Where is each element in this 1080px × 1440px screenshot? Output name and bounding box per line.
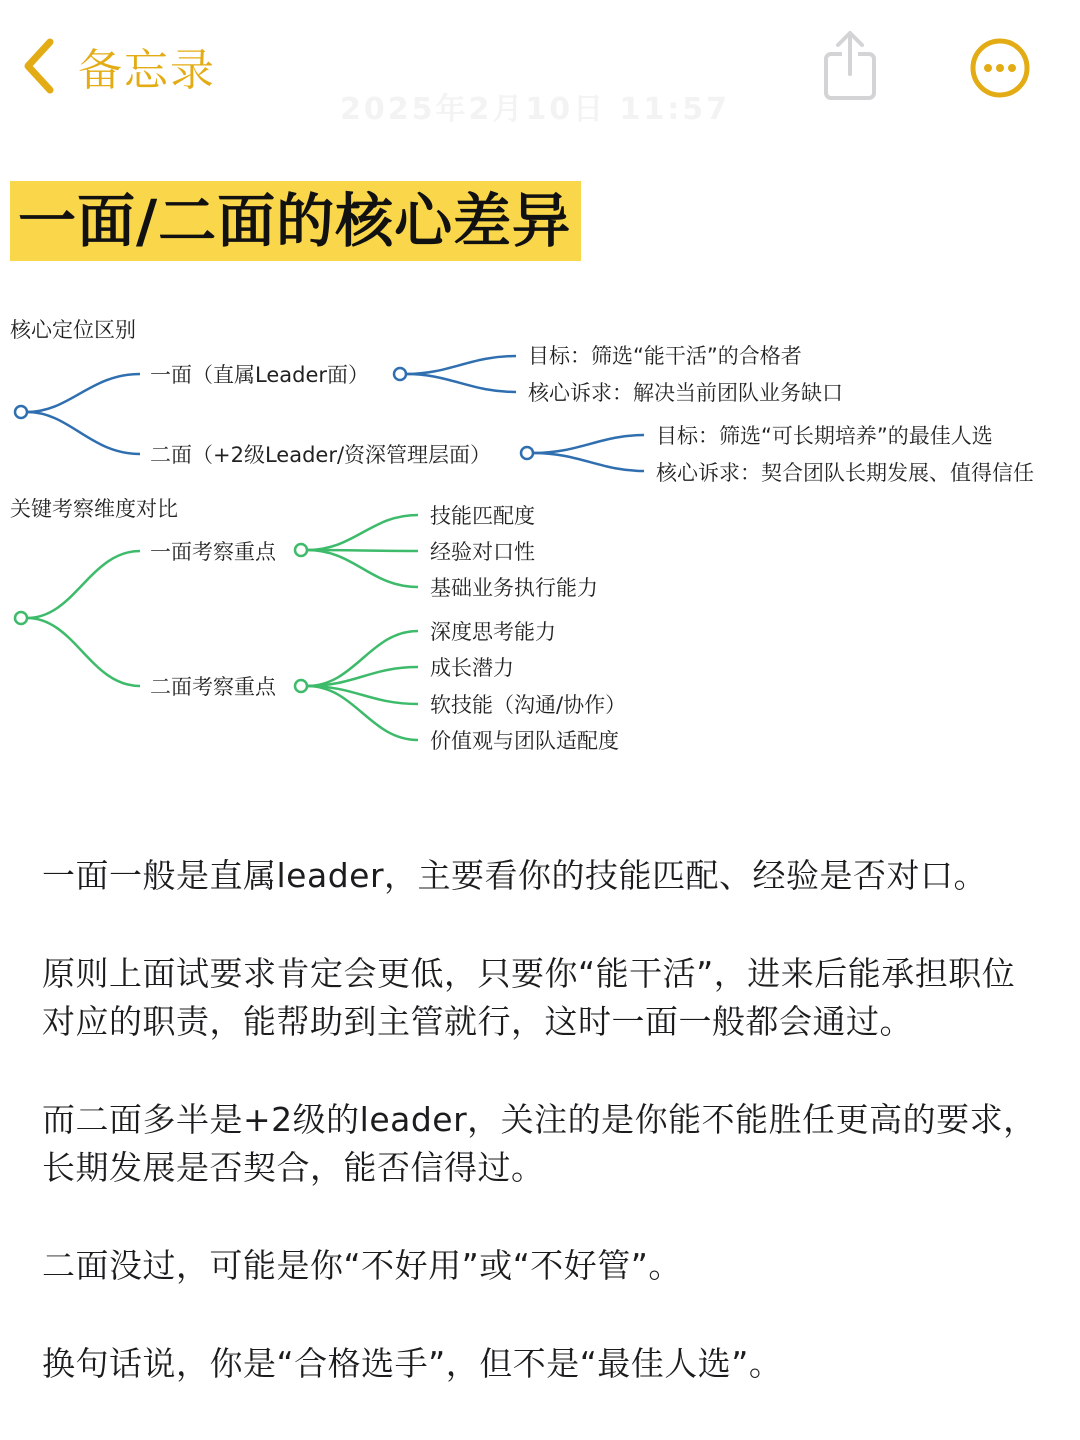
paragraph: 二面没过，可能是你“不好用”或“不好管”。 <box>42 1246 682 1285</box>
note-title[interactable]: 一面/二面的核心差异 <box>18 187 572 255</box>
mindmap-node <box>295 680 307 692</box>
mindmap-leaf: 软技能（沟通/协作） <box>430 693 627 717</box>
mindmap-heading-positioning: 核心定位区别 <box>10 318 136 342</box>
paragraph: 一面一般是直属leader，主要看你的技能匹配、经验是否对口。 <box>42 856 988 895</box>
mindmap-node <box>394 368 406 380</box>
note-body[interactable] <box>42 852 1042 1438</box>
mindmap-leaf: 成长潜力 <box>430 656 514 680</box>
mindmap-branch-second-focus: 二面考察重点 <box>150 675 276 699</box>
mindmap-leaf: 核心诉求：解决当前团队业务缺口 <box>528 381 843 405</box>
back-button[interactable] <box>20 34 216 98</box>
note-timestamp: 2025年2月10日 11:57 <box>340 92 731 127</box>
nav-bar <box>0 0 1080 140</box>
note-title-highlight <box>10 181 581 261</box>
share-icon <box>818 28 882 104</box>
mindmap-leaf: 核心诉求：契合团队长期发展、值得信任 <box>656 461 1034 485</box>
more-options-button[interactable] <box>968 36 1032 100</box>
more-icon <box>968 36 1032 100</box>
mindmap-leaf: 深度思考能力 <box>430 620 556 644</box>
mindmap-branch-first-interview: 一面（直属Leader面） <box>150 363 370 387</box>
mindmap-leaf: 价值观与团队适配度 <box>430 729 619 753</box>
mindmap-leaf: 目标：筛选“可长期培养”的最佳人选 <box>656 424 993 448</box>
mindmap-leaf: 目标：筛选“能干活”的合格者 <box>528 344 802 368</box>
mindmap-root-node <box>15 406 27 418</box>
paragraph: 原则上面试要求肯定会更低，只要你“能干活”，进来后能承担职位对应的职责，能帮助到主管就行，这时一面一般都会通过。 <box>42 954 1016 1041</box>
back-label: 备忘录 <box>78 45 216 96</box>
mindmap-node <box>295 544 307 556</box>
chevron-left-icon <box>20 37 56 95</box>
mindmap-leaf: 基础业务执行能力 <box>430 576 598 600</box>
mindmap-image <box>0 300 1080 770</box>
mindmap-heading-dimensions: 关键考察维度对比 <box>10 497 178 521</box>
mindmap-branch-first-focus: 一面考察重点 <box>150 540 276 564</box>
mindmap-leaf: 经验对口性 <box>430 540 535 564</box>
paragraph: 而二面多半是+2级的leader，关注的是你能不能胜任更高的要求，长期发展是否契合，能否信得过。 <box>42 1100 1037 1187</box>
mindmap-branch-second-interview: 二面（+2级Leader/资深管理层面） <box>150 443 492 467</box>
mindmap-leaf: 技能匹配度 <box>430 504 535 528</box>
paragraph: 换句话说，你是“合格选手”，但不是“最佳人选”。 <box>42 1344 783 1383</box>
share-button[interactable] <box>818 28 882 104</box>
mindmap-node <box>521 447 533 459</box>
mindmap-root-node <box>15 612 27 624</box>
